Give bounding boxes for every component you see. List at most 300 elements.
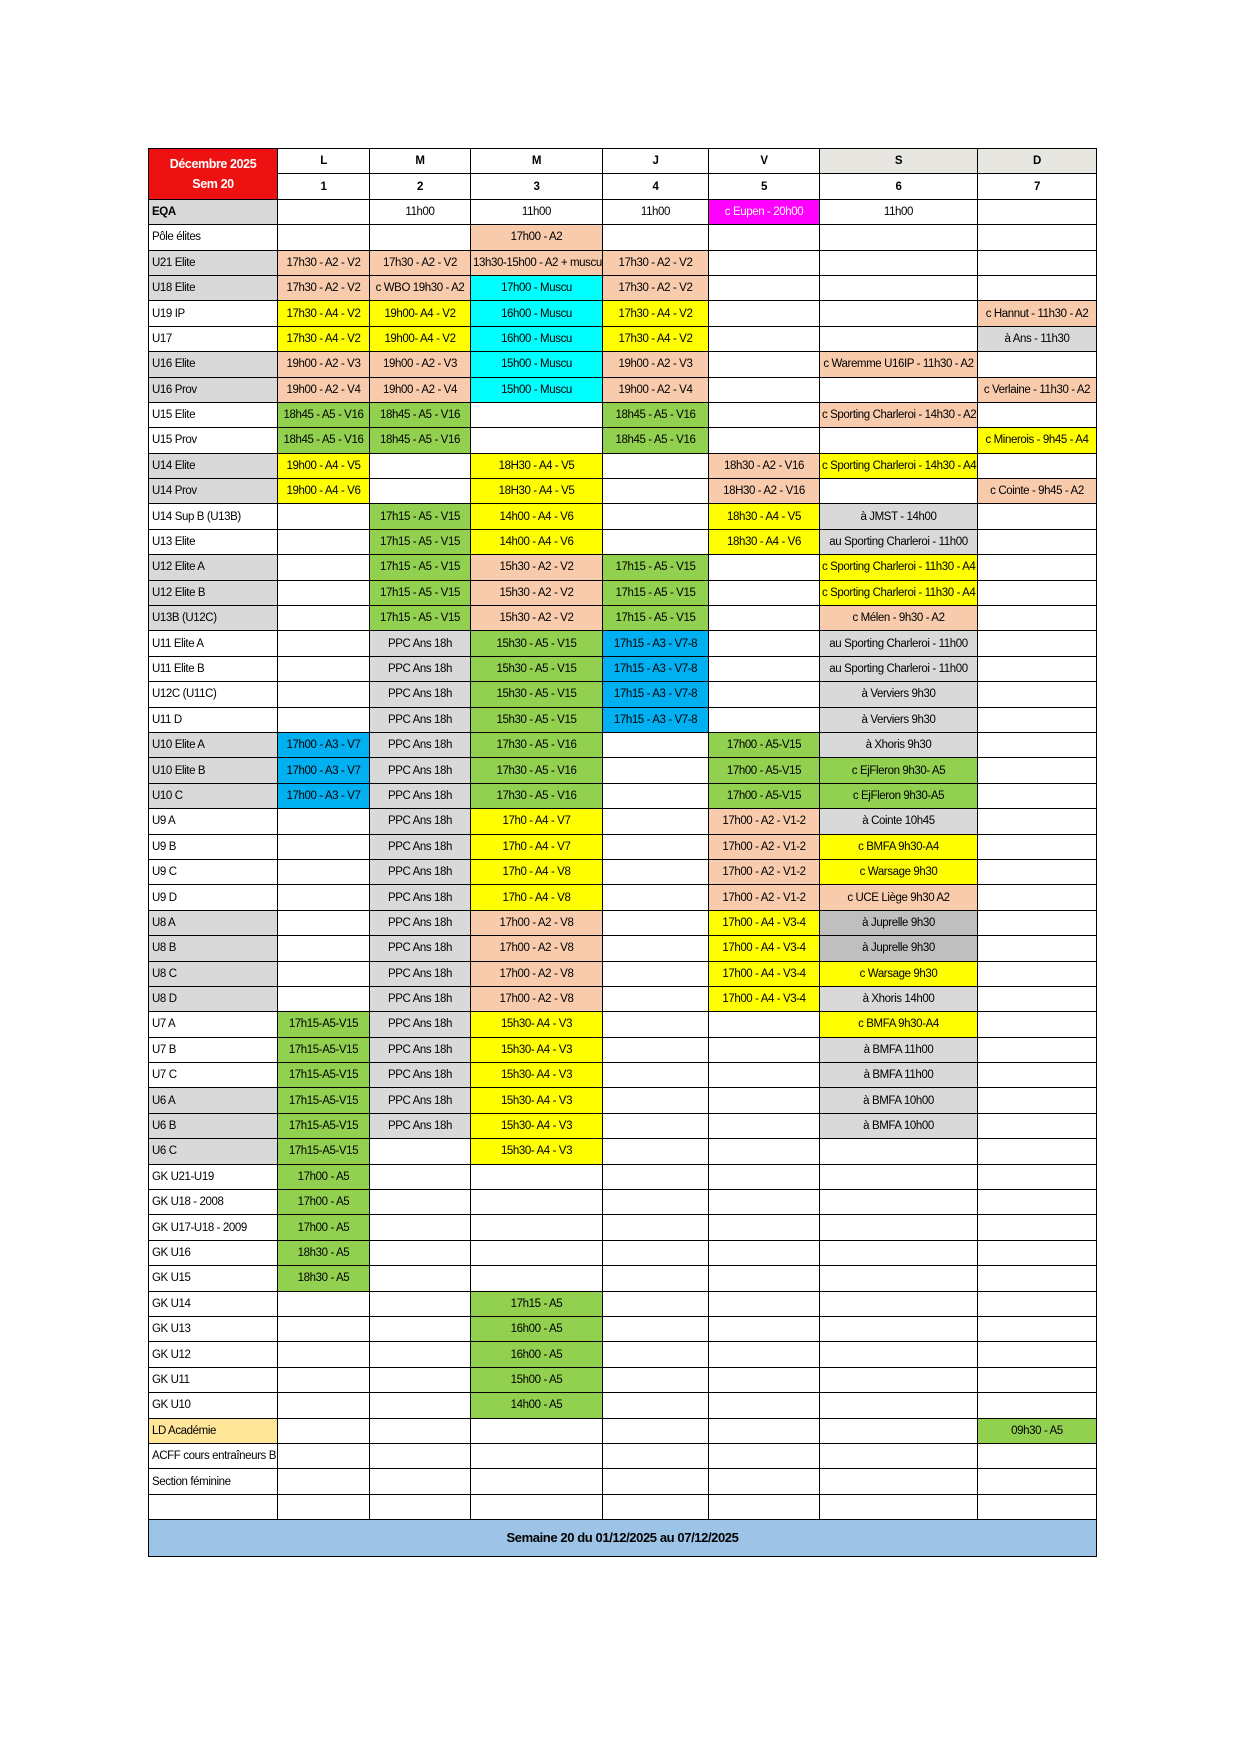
day-letter-sun: D — [978, 149, 1097, 174]
schedule-cell-fri: 17h00 - A4 - V3-4 — [709, 936, 820, 961]
schedule-cell-fri: 18h30 - A4 - V6 — [709, 529, 820, 554]
table-row — [149, 606, 1097, 631]
schedule-cell-tue: 19h00- A4 - V2 — [370, 326, 471, 351]
schedule-cell-sun — [978, 936, 1097, 961]
schedule-cell-mon — [278, 986, 370, 1011]
schedule-cell-wed: 15h30 - A5 - V15 — [471, 682, 603, 707]
team-label: U12 Elite A — [149, 555, 278, 580]
schedule-cell-fri — [709, 1164, 820, 1189]
schedule-cell-sat: au Sporting Charleroi - 11h00 — [820, 656, 978, 681]
schedule-cell-thu — [603, 1342, 709, 1367]
day-num-wed: 3 — [471, 174, 603, 199]
schedule-cell-sat — [820, 1418, 978, 1443]
schedule-cell-sat: à JMST - 14h00 — [820, 504, 978, 529]
schedule-cell-thu: 17h15 - A5 - V15 — [603, 580, 709, 605]
schedule-cell-wed: 15h30- A4 - V3 — [471, 1037, 603, 1062]
schedule-cell-sun — [978, 1291, 1097, 1316]
table-row — [149, 1190, 1097, 1215]
schedule-cell-thu: 18h45 - A5 - V16 — [603, 428, 709, 453]
table-row — [149, 1443, 1097, 1468]
schedule-cell-tue: 19h00 - A2 - V3 — [370, 352, 471, 377]
team-label: GK U12 — [149, 1342, 278, 1367]
team-label — [149, 1494, 278, 1519]
schedule-cell-mon — [278, 1393, 370, 1418]
schedule-cell-sun: 09h30 - A5 — [978, 1418, 1097, 1443]
schedule-cell-mon — [278, 1494, 370, 1519]
schedule-cell-thu — [603, 504, 709, 529]
schedule-cell-sat: c Warsage 9h30 — [820, 859, 978, 884]
schedule-cell-thu: 18h45 - A5 - V16 — [603, 402, 709, 427]
schedule-cell-sun — [978, 453, 1097, 478]
schedule-cell-fri: 17h00 - A4 - V3-4 — [709, 910, 820, 935]
schedule-cell-mon: 19h00 - A2 - V4 — [278, 377, 370, 402]
schedule-cell-tue — [370, 1139, 471, 1164]
day-num-tue: 2 — [370, 174, 471, 199]
schedule-cell-wed: 18H30 - A4 - V5 — [471, 479, 603, 504]
schedule-cell-mon — [278, 1418, 370, 1443]
schedule-cell-mon: 17h00 - A3 - V7 — [278, 758, 370, 783]
schedule-cell-mon: 17h15-A5-V15 — [278, 1113, 370, 1138]
schedule-cell-fri — [709, 1266, 820, 1291]
schedule-cell-mon: 17h30 - A2 - V2 — [278, 275, 370, 300]
schedule-cell-mon — [278, 910, 370, 935]
schedule-cell-fri: 17h00 - A5-V15 — [709, 783, 820, 808]
schedule-cell-tue: 11h00 — [370, 199, 471, 224]
schedule-cell-sun: à Ans - 11h30 — [978, 326, 1097, 351]
table-row — [149, 1342, 1097, 1367]
schedule-cell-sun — [978, 783, 1097, 808]
schedule-cell-sun: c Verlaine - 11h30 - A2 — [978, 377, 1097, 402]
schedule-cell-tue: c WBO 19h30 - A2 — [370, 275, 471, 300]
table-row — [149, 809, 1097, 834]
schedule-cell-thu — [603, 1266, 709, 1291]
schedule-cell-sun — [978, 1266, 1097, 1291]
schedule-cell-sat: c Mélen - 9h30 - A2 — [820, 606, 978, 631]
schedule-cell-wed: 15h30- A4 - V3 — [471, 1139, 603, 1164]
team-label: U17 — [149, 326, 278, 351]
schedule-cell-thu — [603, 986, 709, 1011]
schedule-cell-mon — [278, 859, 370, 884]
table-row — [149, 225, 1097, 250]
schedule-cell-sun — [978, 859, 1097, 884]
schedule-cell-tue: PPC Ans 18h — [370, 631, 471, 656]
schedule-cell-mon — [278, 809, 370, 834]
schedule-cell-wed: 14h00 - A4 - V6 — [471, 529, 603, 554]
schedule-cell-sun — [978, 1443, 1097, 1468]
table-row — [149, 1240, 1097, 1265]
schedule-cell-fri — [709, 352, 820, 377]
schedule-cell-tue: PPC Ans 18h — [370, 1037, 471, 1062]
schedule-cell-sun — [978, 1342, 1097, 1367]
team-label: Section féminine — [149, 1469, 278, 1494]
schedule-cell-wed: 17h30 - A5 - V16 — [471, 758, 603, 783]
schedule-cell-sun — [978, 682, 1097, 707]
schedule-cell-sun — [978, 225, 1097, 250]
schedule-cell-mon — [278, 1291, 370, 1316]
team-label: LD Académie — [149, 1418, 278, 1443]
team-label: U8 C — [149, 961, 278, 986]
schedule-cell-sun — [978, 1088, 1097, 1113]
schedule-cell-wed: 14h00 - A5 — [471, 1393, 603, 1418]
schedule-cell-mon: 17h00 - A3 - V7 — [278, 783, 370, 808]
team-label: U7 B — [149, 1037, 278, 1062]
team-label: U7 A — [149, 1012, 278, 1037]
schedule-cell-tue: PPC Ans 18h — [370, 682, 471, 707]
schedule-cell-thu — [603, 834, 709, 859]
day-letter-sat: S — [820, 149, 978, 174]
table-row — [149, 1494, 1097, 1519]
schedule-cell-wed: 17h30 - A5 - V16 — [471, 732, 603, 757]
team-label: U14 Elite — [149, 453, 278, 478]
table-row — [149, 783, 1097, 808]
table-row — [149, 504, 1097, 529]
schedule-cell-fri — [709, 301, 820, 326]
schedule-cell-mon — [278, 225, 370, 250]
schedule-cell-thu — [603, 809, 709, 834]
table-row — [149, 961, 1097, 986]
schedule-cell-wed: 15h30- A4 - V3 — [471, 1063, 603, 1088]
schedule-cell-sat: c EjFleron 9h30- A5 — [820, 758, 978, 783]
schedule-sheet — [148, 148, 1096, 1557]
schedule-cell-mon — [278, 1342, 370, 1367]
schedule-cell-sat: 11h00 — [820, 199, 978, 224]
schedule-cell-sun — [978, 529, 1097, 554]
header-row-dates — [149, 174, 1097, 199]
schedule-cell-sat: c BMFA 9h30-A4 — [820, 1012, 978, 1037]
schedule-cell-fri — [709, 1240, 820, 1265]
schedule-cell-tue: PPC Ans 18h — [370, 910, 471, 935]
schedule-cell-mon — [278, 606, 370, 631]
schedule-cell-sun — [978, 1215, 1097, 1240]
schedule-cell-tue — [370, 1367, 471, 1392]
schedule-cell-mon — [278, 504, 370, 529]
schedule-cell-tue — [370, 1443, 471, 1468]
schedule-cell-sun — [978, 1063, 1097, 1088]
schedule-cell-sun — [978, 809, 1097, 834]
schedule-cell-fri — [709, 1012, 820, 1037]
schedule-cell-thu: 17h15 - A3 - V7-8 — [603, 707, 709, 732]
schedule-cell-thu — [603, 859, 709, 884]
schedule-cell-sun — [978, 606, 1097, 631]
schedule-cell-thu — [603, 1190, 709, 1215]
schedule-cell-sun — [978, 986, 1097, 1011]
schedule-cell-sun — [978, 199, 1097, 224]
schedule-cell-thu: 17h15 - A5 - V15 — [603, 606, 709, 631]
schedule-cell-mon — [278, 1469, 370, 1494]
schedule-cell-tue — [370, 1266, 471, 1291]
schedule-title — [149, 149, 278, 200]
schedule-cell-sun — [978, 555, 1097, 580]
week-summary: Semaine 20 du 01/12/2025 au 07/12/2025 — [149, 1520, 1097, 1557]
team-label: U21 Elite — [149, 250, 278, 275]
schedule-cell-wed: 15h30 - A2 - V2 — [471, 606, 603, 631]
schedule-cell-tue: PPC Ans 18h — [370, 1012, 471, 1037]
schedule-cell-sat: à BMFA 11h00 — [820, 1037, 978, 1062]
schedule-cell-fri — [709, 1063, 820, 1088]
schedule-cell-sun — [978, 402, 1097, 427]
schedule-cell-wed: 17h15 - A5 — [471, 1291, 603, 1316]
schedule-cell-sun — [978, 961, 1097, 986]
team-label: U11 Elite B — [149, 656, 278, 681]
schedule-cell-tue — [370, 1215, 471, 1240]
schedule-cell-sat: au Sporting Charleroi - 11h00 — [820, 631, 978, 656]
schedule-cell-sat — [820, 326, 978, 351]
table-row — [149, 275, 1097, 300]
schedule-cell-wed — [471, 1215, 603, 1240]
schedule-cell-thu — [603, 885, 709, 910]
schedule-cell-fri — [709, 428, 820, 453]
team-label: Pôle élites — [149, 225, 278, 250]
schedule-cell-thu — [603, 225, 709, 250]
schedule-cell-wed: 15h30 - A5 - V15 — [471, 707, 603, 732]
schedule-cell-mon: 17h15-A5-V15 — [278, 1012, 370, 1037]
schedule-cell-tue — [370, 1291, 471, 1316]
schedule-cell-sat — [820, 1164, 978, 1189]
schedule-cell-sat — [820, 1443, 978, 1468]
schedule-cell-mon — [278, 555, 370, 580]
schedule-cell-thu: 19h00 - A2 - V3 — [603, 352, 709, 377]
schedule-cell-tue — [370, 1240, 471, 1265]
table-row — [149, 1088, 1097, 1113]
schedule-cell-sat: c Sporting Charleroi - 14h30 - A2 — [820, 402, 978, 427]
schedule-cell-fri — [709, 1443, 820, 1468]
day-num-mon: 1 — [278, 174, 370, 199]
table-row — [149, 885, 1097, 910]
day-num-sun: 7 — [978, 174, 1097, 199]
schedule-cell-fri — [709, 402, 820, 427]
schedule-cell-fri: 18h30 - A4 - V5 — [709, 504, 820, 529]
schedule-cell-mon: 18h30 - A5 — [278, 1266, 370, 1291]
schedule-cell-mon — [278, 631, 370, 656]
schedule-cell-wed — [471, 428, 603, 453]
team-label: U9 D — [149, 885, 278, 910]
table-row — [149, 986, 1097, 1011]
schedule-cell-sun — [978, 1494, 1097, 1519]
table-row — [149, 631, 1097, 656]
schedule-cell-sat: c UCE Liège 9h30 A2 — [820, 885, 978, 910]
schedule-cell-wed — [471, 1443, 603, 1468]
schedule-cell-mon: 17h30 - A4 - V2 — [278, 301, 370, 326]
day-letter-tue: M — [370, 149, 471, 174]
table-row — [149, 250, 1097, 275]
schedule-cell-sat — [820, 1342, 978, 1367]
schedule-cell-tue: PPC Ans 18h — [370, 656, 471, 681]
schedule-cell-fri: 17h00 - A2 - V1-2 — [709, 834, 820, 859]
schedule-cell-thu: 19h00 - A2 - V4 — [603, 377, 709, 402]
footer-row — [149, 1520, 1097, 1557]
schedule-cell-mon — [278, 1316, 370, 1341]
team-label: U6 C — [149, 1139, 278, 1164]
schedule-cell-thu: 11h00 — [603, 199, 709, 224]
schedule-cell-tue: PPC Ans 18h — [370, 936, 471, 961]
team-label: U16 Elite — [149, 352, 278, 377]
schedule-cell-wed: 13h30-15h00 - A2 + muscu — [471, 250, 603, 275]
schedule-cell-sat: c Sporting Charleroi - 11h30 - A4 — [820, 580, 978, 605]
schedule-cell-sat: c Waremme U16IP - 11h30 - A2 — [820, 352, 978, 377]
schedule-cell-sun — [978, 352, 1097, 377]
schedule-cell-sun — [978, 910, 1097, 935]
schedule-cell-sun — [978, 656, 1097, 681]
schedule-cell-fri — [709, 707, 820, 732]
schedule-cell-fri — [709, 377, 820, 402]
schedule-cell-thu — [603, 936, 709, 961]
schedule-cell-fri — [709, 555, 820, 580]
schedule-cell-sun — [978, 1316, 1097, 1341]
schedule-cell-tue — [370, 1342, 471, 1367]
team-label: U12 Elite B — [149, 580, 278, 605]
schedule-cell-sat: c Sporting Charleroi - 11h30 - A4 — [820, 555, 978, 580]
team-label: U6 B — [149, 1113, 278, 1138]
schedule-cell-tue — [370, 1469, 471, 1494]
schedule-cell-sat — [820, 1215, 978, 1240]
schedule-cell-sun — [978, 1012, 1097, 1037]
schedule-cell-mon: 17h00 - A3 - V7 — [278, 732, 370, 757]
schedule-cell-mon: 19h00 - A2 - V3 — [278, 352, 370, 377]
schedule-cell-thu — [603, 1164, 709, 1189]
schedule-cell-tue — [370, 1316, 471, 1341]
table-row — [149, 1139, 1097, 1164]
schedule-cell-thu: 17h15 - A3 - V7-8 — [603, 682, 709, 707]
schedule-cell-wed: 17h00 - A2 - V8 — [471, 961, 603, 986]
schedule-cell-mon — [278, 707, 370, 732]
team-label: U10 C — [149, 783, 278, 808]
table-row — [149, 859, 1097, 884]
schedule-cell-thu — [603, 1443, 709, 1468]
table-row — [149, 1418, 1097, 1443]
team-label: U15 Elite — [149, 402, 278, 427]
schedule-cell-wed — [471, 1266, 603, 1291]
table-row — [149, 1266, 1097, 1291]
schedule-cell-fri: 17h00 - A4 - V3-4 — [709, 986, 820, 1011]
team-label: U11 Elite A — [149, 631, 278, 656]
schedule-cell-tue — [370, 479, 471, 504]
schedule-cell-fri: 17h00 - A2 - V1-2 — [709, 859, 820, 884]
table-row — [149, 453, 1097, 478]
schedule-cell-mon: 17h00 - A5 — [278, 1190, 370, 1215]
schedule-cell-thu — [603, 1088, 709, 1113]
team-label: GK U18 - 2008 — [149, 1190, 278, 1215]
table-row — [149, 1063, 1097, 1088]
schedule-cell-tue: PPC Ans 18h — [370, 707, 471, 732]
schedule-cell-tue: 17h15 - A5 - V15 — [370, 555, 471, 580]
schedule-cell-tue: 17h15 - A5 - V15 — [370, 606, 471, 631]
schedule-cell-sat — [820, 225, 978, 250]
schedule-cell-fri — [709, 1418, 820, 1443]
schedule-cell-sat — [820, 428, 978, 453]
schedule-cell-fri — [709, 682, 820, 707]
day-letter-thu: J — [603, 149, 709, 174]
schedule-cell-wed — [471, 1469, 603, 1494]
day-num-sat: 6 — [820, 174, 978, 199]
schedule-cell-thu: 17h30 - A2 - V2 — [603, 250, 709, 275]
schedule-cell-mon: 19h00 - A4 - V5 — [278, 453, 370, 478]
schedule-cell-thu — [603, 1139, 709, 1164]
day-letter-fri: V — [709, 149, 820, 174]
schedule-cell-sun — [978, 707, 1097, 732]
team-label: U10 Elite A — [149, 732, 278, 757]
schedule-cell-wed: 17h0 - A4 - V7 — [471, 809, 603, 834]
schedule-cell-sat: à Juprelle 9h30 — [820, 936, 978, 961]
schedule-cell-tue: 17h30 - A2 - V2 — [370, 250, 471, 275]
table-row — [149, 1215, 1097, 1240]
schedule-cell-thu: 17h30 - A4 - V2 — [603, 326, 709, 351]
schedule-cell-wed — [471, 1240, 603, 1265]
schedule-cell-wed — [471, 1164, 603, 1189]
schedule-cell-sat — [820, 1240, 978, 1265]
schedule-cell-wed: 18H30 - A4 - V5 — [471, 453, 603, 478]
schedule-cell-sat: à Verviers 9h30 — [820, 682, 978, 707]
schedule-cell-sat — [820, 377, 978, 402]
schedule-cell-wed: 14h00 - A4 - V6 — [471, 504, 603, 529]
schedule-cell-thu — [603, 1291, 709, 1316]
table-row — [149, 580, 1097, 605]
schedule-cell-thu: 17h15 - A3 - V7-8 — [603, 631, 709, 656]
schedule-cell-thu: 17h30 - A4 - V2 — [603, 301, 709, 326]
team-label: U14 Prov — [149, 479, 278, 504]
schedule-cell-sun — [978, 758, 1097, 783]
schedule-cell-sat — [820, 1190, 978, 1215]
schedule-cell-fri — [709, 631, 820, 656]
schedule-cell-fri — [709, 1291, 820, 1316]
schedule-cell-wed: 17h00 - A2 - V8 — [471, 986, 603, 1011]
schedule-cell-thu — [603, 1494, 709, 1519]
table-row — [149, 910, 1097, 935]
team-label: U14 Sup B (U13B) — [149, 504, 278, 529]
schedule-cell-wed — [471, 1190, 603, 1215]
schedule-cell-wed — [471, 402, 603, 427]
schedule-cell-fri — [709, 656, 820, 681]
schedule-cell-tue: 19h00- A4 - V2 — [370, 301, 471, 326]
schedule-cell-thu — [603, 479, 709, 504]
team-label: GK U21-U19 — [149, 1164, 278, 1189]
schedule-cell-tue: PPC Ans 18h — [370, 961, 471, 986]
schedule-cell-tue: 19h00 - A2 - V4 — [370, 377, 471, 402]
schedule-cell-sat — [820, 275, 978, 300]
schedule-cell-thu — [603, 758, 709, 783]
schedule-cell-sat — [820, 301, 978, 326]
schedule-cell-wed: 17h00 - A2 — [471, 225, 603, 250]
schedule-cell-wed: 17h00 - Muscu — [471, 275, 603, 300]
schedule-cell-fri — [709, 1494, 820, 1519]
schedule-cell-wed — [471, 1418, 603, 1443]
schedule-cell-mon: 17h15-A5-V15 — [278, 1037, 370, 1062]
team-label: GK U17-U18 - 2009 — [149, 1215, 278, 1240]
team-label: U8 A — [149, 910, 278, 935]
team-label: GK U14 — [149, 1291, 278, 1316]
table-row — [149, 555, 1097, 580]
schedule-cell-sat: à Xhoris 14h00 — [820, 986, 978, 1011]
schedule-cell-wed: 15h30 - A5 - V15 — [471, 656, 603, 681]
table-row — [149, 326, 1097, 351]
schedule-cell-fri — [709, 1088, 820, 1113]
schedule-cell-mon — [278, 961, 370, 986]
schedule-cell-sat — [820, 1266, 978, 1291]
schedule-cell-wed: 15h00 - Muscu — [471, 352, 603, 377]
table-row — [149, 1012, 1097, 1037]
schedule-cell-fri: 17h00 - A5-V15 — [709, 758, 820, 783]
schedule-cell-sat: à Verviers 9h30 — [820, 707, 978, 732]
schedule-cell-mon: 17h15-A5-V15 — [278, 1088, 370, 1113]
schedule-cell-fri — [709, 580, 820, 605]
schedule-cell-fri: 17h00 - A4 - V3-4 — [709, 961, 820, 986]
table-row — [149, 1367, 1097, 1392]
table-row — [149, 682, 1097, 707]
schedule-cell-fri — [709, 275, 820, 300]
schedule-cell-sat: à BMFA 10h00 — [820, 1113, 978, 1138]
schedule-cell-thu — [603, 1316, 709, 1341]
schedule-cell-tue: 18h45 - A5 - V16 — [370, 402, 471, 427]
schedule-cell-mon — [278, 1443, 370, 1468]
